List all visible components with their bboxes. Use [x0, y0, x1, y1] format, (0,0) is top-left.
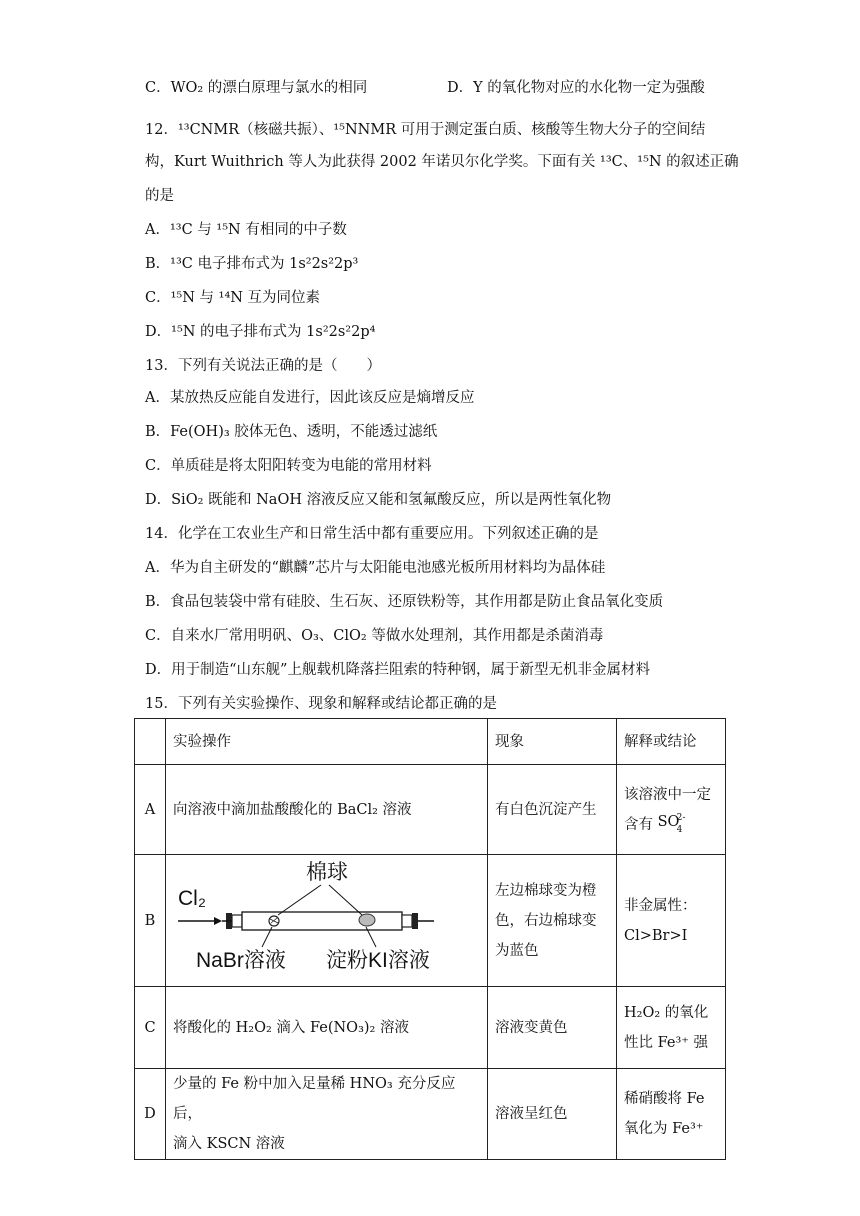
row-c-operation: 将酸化的 H₂O₂ 滴入 Fe(NO₃)₂ 溶液	[166, 987, 488, 1069]
leader-line-left	[278, 885, 321, 915]
row-a-operation: 向溶液中滴加盐酸酸化的 BaCl₂ 溶液	[166, 765, 488, 855]
q11-option-d: D．Y 的氧化物对应的水化物一定为强酸	[447, 80, 705, 96]
row-b-conclusion	[617, 855, 726, 987]
row-c-label: C	[135, 987, 166, 1069]
right-cotton-ball	[359, 914, 375, 926]
row-a-conclusion-line2	[624, 810, 718, 840]
row-d-conclusion-line1: 稀硝酸将 Fe	[624, 1091, 705, 1107]
glass-tube	[242, 912, 402, 930]
sulfate-charge: 2-	[676, 812, 686, 823]
q14-option-a: A．华为自主研发的“麒麟”芯片与太阳能电池感光板所用材料均为晶体硅	[145, 560, 606, 576]
q13-option-d: D．SiO₂ 既能和 NaOH 溶液反应又能和氢氟酸反应，所以是两性氧化物	[145, 492, 612, 508]
q12-option-b: B．¹³C 电子排布式为 1s²2s²2p³	[145, 256, 359, 272]
row-d-operation-line1: 少量的 Fe 粉中加入足量稀 HNO₃ 充分反应后，	[173, 1076, 456, 1122]
table-row-c	[135, 987, 726, 1069]
table-header-row	[135, 719, 726, 765]
row-b-phenomenon-line1: 左边棉球变为橙	[495, 882, 597, 899]
row-a-conclusion-prefix: 含有	[624, 816, 653, 833]
leader-line-right	[329, 885, 362, 915]
row-d-conclusion	[617, 1069, 726, 1160]
row-b-phenomenon-line3: 为蓝色	[495, 942, 539, 959]
right-stopper	[412, 913, 418, 929]
row-b-conclusion-line2: Cl>Br>I	[624, 927, 688, 944]
q14-option-c: C．自来水厂常用明矾、O₃、ClO₂ 等做水处理剂，其作用都是杀菌消毒	[145, 628, 604, 644]
row-b-label: B	[135, 855, 166, 987]
header-label-cell	[135, 719, 166, 765]
row-b-phenomenon-line2: 色，右边棉球变	[495, 912, 597, 929]
row-a-label: A	[135, 765, 166, 855]
experiment-table	[134, 718, 726, 1160]
row-c-conclusion-line1: H₂O₂ 的氧化	[624, 1004, 709, 1021]
row-d-conclusion-line2: 氧化为 Fe³⁺	[624, 1121, 704, 1137]
q12-stem-line1: 12．¹³CNMR（核磁共振）、¹⁵NNMR 可用于测定蛋白质、核酸等生物大分子的空间结	[145, 122, 706, 138]
sulfate-ion-formula	[657, 812, 686, 835]
table-row-a	[135, 765, 726, 855]
table-row-d	[135, 1069, 726, 1160]
sulfate-symbol: SO	[657, 813, 680, 830]
q11-option-c: C．WO₂ 的漂白原理与氯水的相同	[145, 80, 368, 96]
q14-option-b: B．食品包装袋中常有硅胶、生石灰、还原铁粉等，其作用都是防止食品氧化变质	[145, 594, 664, 610]
tube-apparatus-diagram	[166, 855, 486, 975]
q13-stem: 13．下列有关说法正确的是（ ）	[145, 358, 381, 374]
header-operation: 实验操作	[166, 719, 488, 765]
q14-stem: 14．化学在工农业生产和日常生活中都有重要应用。下列叙述正确的是	[145, 526, 599, 542]
row-c-conclusion-line2: 性比 Fe³⁺ 强	[624, 1034, 709, 1051]
row-d-operation	[166, 1069, 488, 1160]
q12-stem-line2: 构，Kurt Wuithrich 等人为此获得 2002 年诺贝尔化学奖。下面有关 ¹³C、¹⁵N 的叙述正确	[145, 154, 739, 170]
arrow-head-icon	[214, 917, 222, 925]
q12-option-d: D．¹⁵N 的电子排布式为 1s²2s²2p⁴	[145, 324, 376, 340]
starch-ki-label: 淀粉KI溶液	[326, 949, 430, 972]
row-c-phenomenon: 溶液变黄色	[488, 987, 617, 1069]
q12-option-c: C．¹⁵N 与 ¹⁴N 互为同位素	[145, 290, 321, 306]
row-a-conclusion-line1: 该溶液中一定	[624, 786, 711, 803]
row-d-label: D	[135, 1069, 166, 1160]
cl2-label: Cl₂	[178, 887, 206, 910]
q13-option-b: B．Fe(OH)₃ 胶体无色、透明，不能透过滤纸	[145, 424, 438, 440]
row-a-conclusion	[617, 765, 726, 855]
cotton-label: 棉球	[306, 861, 348, 884]
table-row-b	[135, 855, 726, 987]
row-d-phenomenon: 溶液呈红色	[488, 1069, 617, 1160]
q13-option-c: C．单质硅是将太阳阳转变为电能的常用材料	[145, 458, 432, 474]
nabr-solution-label: NaBr溶液	[196, 949, 286, 972]
row-c-conclusion	[617, 987, 726, 1069]
row-a-phenomenon: 有白色沉淀产生	[488, 765, 617, 855]
q12-option-a: A．¹³C 与 ¹⁵N 有相同的中子数	[145, 222, 347, 238]
header-conclusion: 解释或结论	[617, 719, 726, 765]
sulfate-subscript: 4	[676, 824, 683, 835]
q15-stem: 15．下列有关实验操作、现象和解释或结论都正确的是	[145, 696, 497, 712]
q13-option-a: A．某放热反应能自发进行，因此该反应是熵增反应	[145, 390, 475, 406]
q14-option-d: D．用于制造“山东舰”上舰载机降落拦阻索的特种钢，属于新型无机非金属材料	[145, 662, 650, 678]
row-b-conclusion-line1: 非金属性：	[624, 897, 697, 914]
header-phenomenon: 现象	[488, 719, 617, 765]
row-b-phenomenon	[488, 855, 617, 987]
q12-stem-line3: 的是	[145, 188, 174, 204]
row-b-diagram-cell	[166, 855, 488, 987]
row-d-operation-line2: 滴入 KSCN 溶液	[173, 1136, 285, 1152]
